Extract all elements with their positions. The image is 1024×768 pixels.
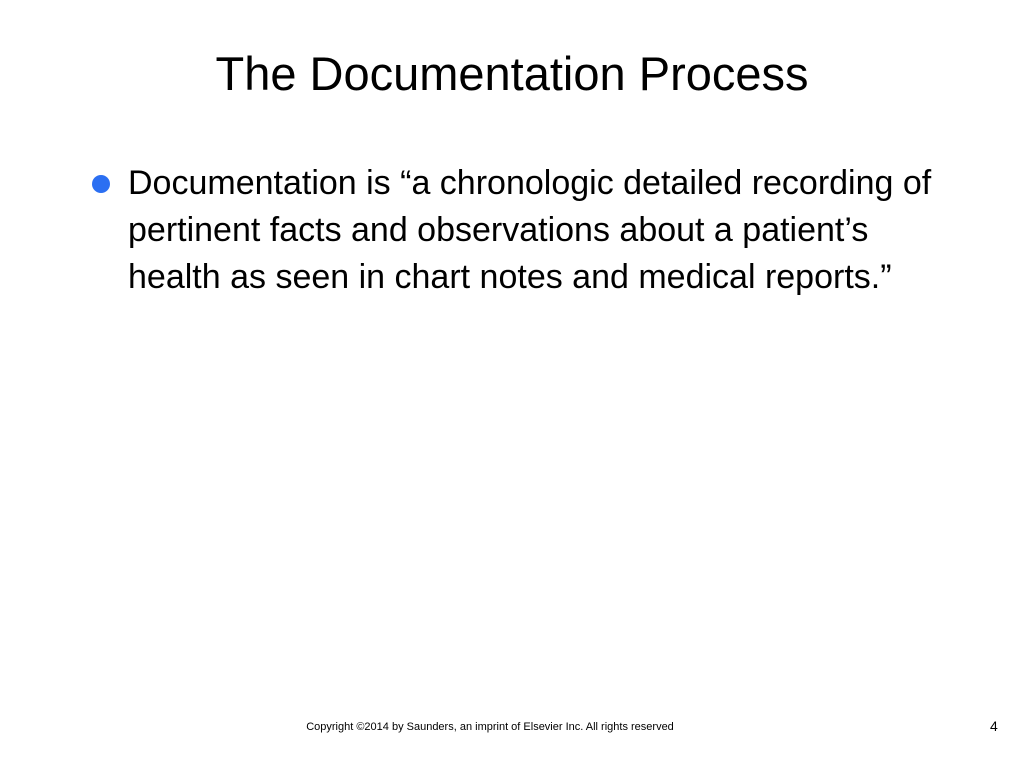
- bullet-text: Documentation is “a chronologic detailed recording of pertinent facts and observations about a patient’s health as seen in chart notes and medical reports.”: [128, 164, 932, 296]
- bullet-list: [92, 160, 942, 301]
- copyright-footer: Copyright ©2014 by Saunders, an imprint of Elsevier Inc. All rights reserved: [306, 721, 674, 733]
- bullet-item: [92, 160, 942, 301]
- slide-title: The Documentation Process: [215, 47, 809, 100]
- bullet-dot-icon: [92, 175, 110, 193]
- page-number: 4: [990, 718, 998, 734]
